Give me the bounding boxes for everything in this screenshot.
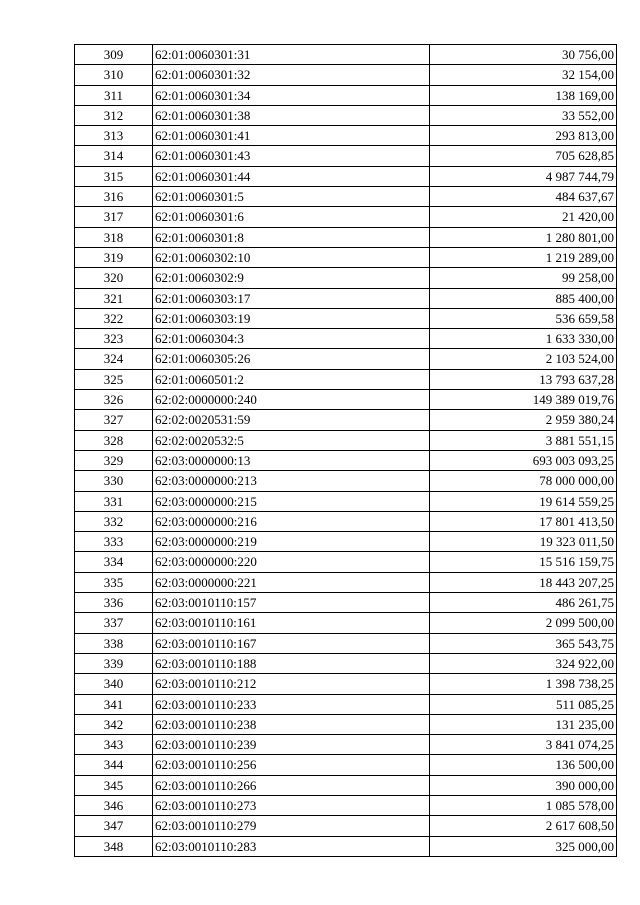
cadastral-number-cell: 62:01:0060301:32 <box>153 65 430 85</box>
table-row <box>75 430 617 450</box>
cadastral-number-cell: 62:01:0060301:8 <box>153 227 430 247</box>
value-cell: 3 881 551,15 <box>430 430 617 450</box>
table-row <box>75 471 617 491</box>
table-row <box>75 349 617 369</box>
value-cell: 536 659,58 <box>430 308 617 328</box>
table-row <box>75 85 617 105</box>
cadastral-number-cell: 62:01:0060301:34 <box>153 85 430 105</box>
value-cell: 484 637,67 <box>430 187 617 207</box>
table-row <box>75 572 617 592</box>
table-row <box>75 227 617 247</box>
cadastral-number-cell: 62:03:0010110:167 <box>153 633 430 653</box>
cadastral-number-cell: 62:01:0060301:38 <box>153 105 430 125</box>
value-cell: 390 000,00 <box>430 775 617 795</box>
table-row <box>75 491 617 511</box>
row-number-cell: 342 <box>75 714 153 734</box>
value-cell: 32 154,00 <box>430 65 617 85</box>
row-number-cell: 312 <box>75 105 153 125</box>
cadastral-number-cell: 62:01:0060305:26 <box>153 349 430 369</box>
table-row <box>75 450 617 470</box>
cadastral-number-cell: 62:03:0010110:266 <box>153 775 430 795</box>
cadastral-number-cell: 62:03:0010110:283 <box>153 836 430 856</box>
table-row <box>75 775 617 795</box>
cadastral-number-cell: 62:03:0010110:273 <box>153 795 430 815</box>
table-row <box>75 511 617 531</box>
value-cell: 885 400,00 <box>430 288 617 308</box>
row-number-cell: 327 <box>75 410 153 430</box>
cadastral-number-cell: 62:03:0010110:188 <box>153 653 430 673</box>
cadastral-number-cell: 62:03:0000000:216 <box>153 511 430 531</box>
row-number-cell: 323 <box>75 329 153 349</box>
value-cell: 3 841 074,25 <box>430 735 617 755</box>
value-cell: 17 801 413,50 <box>430 511 617 531</box>
row-number-cell: 343 <box>75 735 153 755</box>
value-cell: 2 959 380,24 <box>430 410 617 430</box>
table-row <box>75 45 617 65</box>
table-row <box>75 410 617 430</box>
row-number-cell: 337 <box>75 613 153 633</box>
value-cell: 33 552,00 <box>430 105 617 125</box>
row-number-cell: 330 <box>75 471 153 491</box>
table-row <box>75 126 617 146</box>
value-cell: 99 258,00 <box>430 268 617 288</box>
value-cell: 1 280 801,00 <box>430 227 617 247</box>
table-row <box>75 247 617 267</box>
row-number-cell: 331 <box>75 491 153 511</box>
value-cell: 324 922,00 <box>430 653 617 673</box>
table-body <box>75 45 617 857</box>
value-cell: 78 000 000,00 <box>430 471 617 491</box>
value-cell: 293 813,00 <box>430 126 617 146</box>
row-number-cell: 333 <box>75 532 153 552</box>
value-cell: 365 543,75 <box>430 633 617 653</box>
row-number-cell: 314 <box>75 146 153 166</box>
row-number-cell: 348 <box>75 836 153 856</box>
value-cell: 693 003 093,25 <box>430 450 617 470</box>
value-cell: 2 617 608,50 <box>430 816 617 836</box>
cadastral-number-cell: 62:03:0000000:213 <box>153 471 430 491</box>
value-cell: 2 099 500,00 <box>430 613 617 633</box>
cadastral-value-table <box>74 44 617 857</box>
value-cell: 131 235,00 <box>430 714 617 734</box>
row-number-cell: 340 <box>75 674 153 694</box>
cadastral-number-cell: 62:03:0010110:256 <box>153 755 430 775</box>
value-cell: 705 628,85 <box>430 146 617 166</box>
cadastral-number-cell: 62:03:0000000:219 <box>153 532 430 552</box>
cadastral-number-cell: 62:01:0060303:19 <box>153 308 430 328</box>
cadastral-number-cell: 62:01:0060301:43 <box>153 146 430 166</box>
row-number-cell: 321 <box>75 288 153 308</box>
value-cell: 4 987 744,79 <box>430 166 617 186</box>
cadastral-number-cell: 62:02:0020531:59 <box>153 410 430 430</box>
value-cell: 13 793 637,28 <box>430 369 617 389</box>
table-row <box>75 288 617 308</box>
table-row <box>75 613 617 633</box>
value-cell: 149 389 019,76 <box>430 390 617 410</box>
cadastral-number-cell: 62:03:0000000:221 <box>153 572 430 592</box>
cadastral-number-cell: 62:01:0060301:31 <box>153 45 430 65</box>
table-row <box>75 308 617 328</box>
cadastral-number-cell: 62:02:0000000:240 <box>153 390 430 410</box>
table-row <box>75 207 617 227</box>
value-cell: 136 500,00 <box>430 755 617 775</box>
row-number-cell: 311 <box>75 85 153 105</box>
row-number-cell: 310 <box>75 65 153 85</box>
cadastral-number-cell: 62:01:0060304:3 <box>153 329 430 349</box>
row-number-cell: 315 <box>75 166 153 186</box>
table-row <box>75 674 617 694</box>
cadastral-number-cell: 62:03:0010110:279 <box>153 816 430 836</box>
table-row <box>75 369 617 389</box>
row-number-cell: 319 <box>75 247 153 267</box>
cadastral-number-cell: 62:01:0060301:5 <box>153 187 430 207</box>
row-number-cell: 338 <box>75 633 153 653</box>
value-cell: 511 085,25 <box>430 694 617 714</box>
value-cell: 486 261,75 <box>430 593 617 613</box>
value-cell: 138 169,00 <box>430 85 617 105</box>
cadastral-number-cell: 62:03:0000000:215 <box>153 491 430 511</box>
row-number-cell: 325 <box>75 369 153 389</box>
row-number-cell: 309 <box>75 45 153 65</box>
cadastral-number-cell: 62:01:0060301:41 <box>153 126 430 146</box>
cadastral-number-cell: 62:01:0060501:2 <box>153 369 430 389</box>
table-row <box>75 329 617 349</box>
cadastral-number-cell: 62:03:0010110:212 <box>153 674 430 694</box>
table-row <box>75 166 617 186</box>
row-number-cell: 329 <box>75 450 153 470</box>
value-cell: 18 443 207,25 <box>430 572 617 592</box>
row-number-cell: 326 <box>75 390 153 410</box>
row-number-cell: 339 <box>75 653 153 673</box>
row-number-cell: 346 <box>75 795 153 815</box>
cadastral-number-cell: 62:03:0010110:239 <box>153 735 430 755</box>
cadastral-number-cell: 62:02:0020532:5 <box>153 430 430 450</box>
table-row <box>75 146 617 166</box>
table-row <box>75 532 617 552</box>
row-number-cell: 347 <box>75 816 153 836</box>
value-cell: 1 633 330,00 <box>430 329 617 349</box>
cadastral-number-cell: 62:03:0010110:161 <box>153 613 430 633</box>
value-cell: 1 219 289,00 <box>430 247 617 267</box>
row-number-cell: 320 <box>75 268 153 288</box>
row-number-cell: 334 <box>75 552 153 572</box>
row-number-cell: 332 <box>75 511 153 531</box>
cadastral-number-cell: 62:03:0010110:157 <box>153 593 430 613</box>
value-cell: 19 614 559,25 <box>430 491 617 511</box>
row-number-cell: 328 <box>75 430 153 450</box>
table-row <box>75 187 617 207</box>
row-number-cell: 322 <box>75 308 153 328</box>
value-cell: 19 323 011,50 <box>430 532 617 552</box>
table-row <box>75 65 617 85</box>
row-number-cell: 345 <box>75 775 153 795</box>
cadastral-number-cell: 62:03:0010110:233 <box>153 694 430 714</box>
table-row <box>75 105 617 125</box>
cadastral-number-cell: 62:03:0000000:220 <box>153 552 430 572</box>
table-row <box>75 735 617 755</box>
cadastral-number-cell: 62:01:0060301:6 <box>153 207 430 227</box>
row-number-cell: 324 <box>75 349 153 369</box>
table-row <box>75 816 617 836</box>
table-row <box>75 836 617 856</box>
cadastral-number-cell: 62:01:0060301:44 <box>153 166 430 186</box>
row-number-cell: 318 <box>75 227 153 247</box>
value-cell: 1 398 738,25 <box>430 674 617 694</box>
row-number-cell: 313 <box>75 126 153 146</box>
row-number-cell: 316 <box>75 187 153 207</box>
table-row <box>75 593 617 613</box>
value-cell: 2 103 524,00 <box>430 349 617 369</box>
table-row <box>75 795 617 815</box>
cadastral-number-cell: 62:03:0010110:238 <box>153 714 430 734</box>
value-cell: 15 516 159,75 <box>430 552 617 572</box>
table-row <box>75 755 617 775</box>
value-cell: 21 420,00 <box>430 207 617 227</box>
row-number-cell: 341 <box>75 694 153 714</box>
table-row <box>75 653 617 673</box>
value-cell: 30 756,00 <box>430 45 617 65</box>
table-row <box>75 268 617 288</box>
row-number-cell: 344 <box>75 755 153 775</box>
cadastral-number-cell: 62:01:0060302:9 <box>153 268 430 288</box>
cadastral-number-cell: 62:01:0060303:17 <box>153 288 430 308</box>
table-row <box>75 633 617 653</box>
row-number-cell: 317 <box>75 207 153 227</box>
table-row <box>75 694 617 714</box>
cadastral-number-cell: 62:01:0060302:10 <box>153 247 430 267</box>
table-row <box>75 552 617 572</box>
row-number-cell: 335 <box>75 572 153 592</box>
table-row <box>75 390 617 410</box>
table-row <box>75 714 617 734</box>
row-number-cell: 336 <box>75 593 153 613</box>
cadastral-number-cell: 62:03:0000000:13 <box>153 450 430 470</box>
value-cell: 325 000,00 <box>430 836 617 856</box>
value-cell: 1 085 578,00 <box>430 795 617 815</box>
